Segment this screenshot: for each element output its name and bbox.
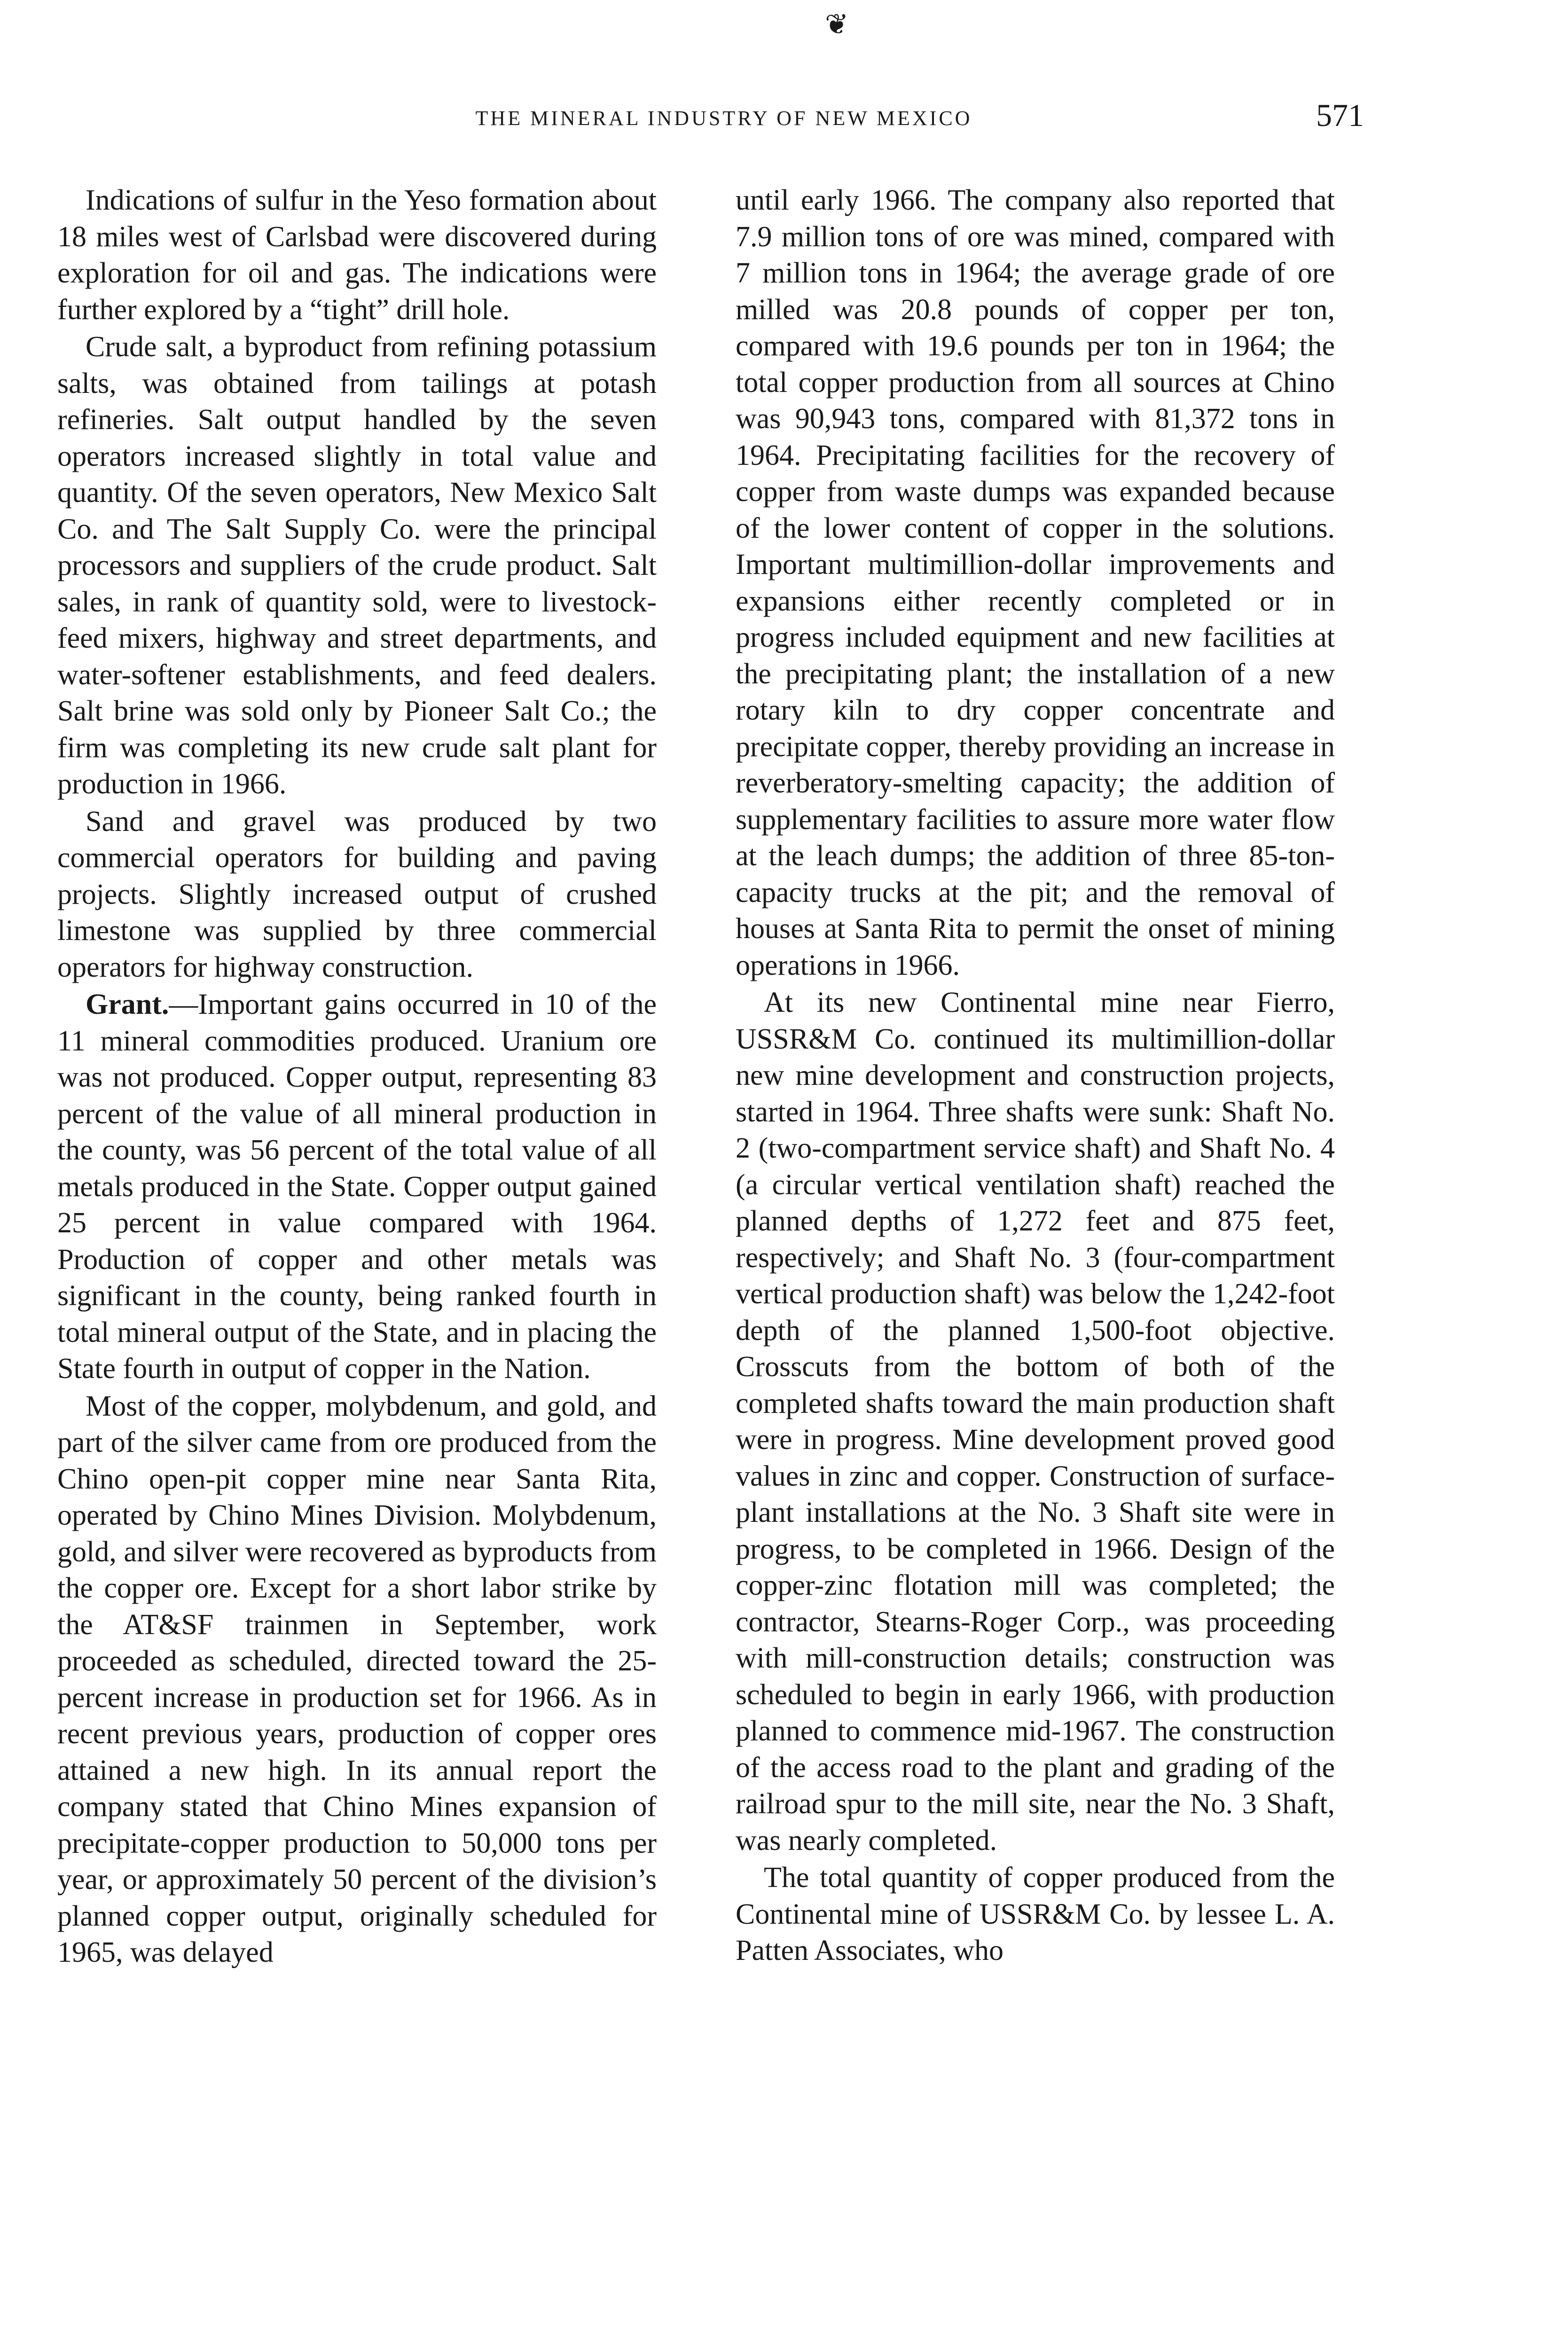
paragraph-chino-mine: Most of the copper, molybdenum, and gold, and part of the silver came from ore produced from the Chino open-pit copper mine near Santa Rita, operated by Chino Mines Division. Molybdenum, gold, and silver were recovered as byproducts from the copper ore. Except for a short labor strike by the AT&SF trainmen in September, work proceeded as scheduled, directed toward the 25-percent increase in production set for 1966. As in recent previous years, production of copper ores attained a new high. In its annual report the company stated that Chino Mines expansion of precipitate-copper production to 50,000 tons per year, or approximately 50 percent of the division’s planned copper output, originally scheduled for 1965, was delayed bbox=[57, 1390, 657, 1968]
paragraph-grant-county bbox=[57, 987, 657, 1387]
running-head: THE MINERAL INDUSTRY OF NEW MEXICO bbox=[475, 107, 972, 130]
left-column bbox=[57, 182, 657, 1972]
county-heading-grant: Grant. bbox=[86, 988, 169, 1020]
paragraph-grant-body: —Important gains occurred in 10 of the 11 mineral commodities produced. Uranium ore was not produced. Copper output, representing 83 percent of the value of all mineral production in the county, was 56 percent of the total value of all metals produced in the State. Copper output gained 25 percent in value compared with 1964. Production of copper and other metals was significant in the county, being ranked fourth in total mineral output of the State, and in placing the State fourth in output of copper in the Nation. bbox=[57, 988, 657, 1385]
printer-mark: ❦ bbox=[825, 9, 849, 40]
right-column bbox=[736, 182, 1335, 1970]
paragraph-chino-continued: until early 1966. The company also reported that 7.9 million tons of ore was mined, compared with 7 million tons in 1964; the average grade of ore milled was 20.8 pounds of copper per ton, compared with 19.6 pounds per ton in 1964; the total copper production from all sources at Chino was 90,943 tons, compared with 81,372 tons in 1964. Precipitating facilities for the recovery of copper from waste dumps was expanded because of the lower content of copper in the solutions. Important multimillion-dollar improvements and expansions either recently completed or in progress included equipment and new facilities at the precipitating plant; the installation of a new rotary kiln to dry copper concentrate and precipitate copper, thereby providing an increase in reverberatory-smelting capacity; the addition of supplementary facilities to assure more water flow at the leach dumps; the addition of three 85-ton-capacity trucks at the pit; and the removal of houses at Santa Rita to permit the onset of mining operations in 1966. bbox=[736, 184, 1335, 981]
page-number: 571 bbox=[1316, 97, 1364, 133]
paragraph-sand-gravel: Sand and gravel was produced by two commercial operators for building and paving projects. Slightly increased output of crushed limestone was supplied by three commercial operators for highway construction. bbox=[57, 805, 657, 983]
paragraph-sulfur: Indications of sulfur in the Yeso formation about 18 miles west of Carlsbad were discovered during exploration for oil and gas. The indications were further explored by a “tight” drill hole. bbox=[57, 184, 657, 326]
paragraph-continental-copper: The total quantity of copper produced from the Continental mine of USSR&M Co. by lessee L. A. Patten Associates, who bbox=[736, 1862, 1335, 1966]
paragraph-crude-salt: Crude salt, a byproduct from refining potassium salts, was obtained from tailings at potash refineries. Salt output handled by the seven operators increased slightly in total value and quantity. Of the seven operators, New Mexico Salt Co. and The Salt Supply Co. were the principal processors and suppliers of the crude product. Salt sales, in rank of quantity sold, were to livestock-feed mixers, highway and street departments, and water-softener establishments, and feed dealers. Salt brine was sold only by Pioneer Salt Co.; the firm was completing its new crude salt plant for production in 1966. bbox=[57, 331, 657, 800]
paragraph-continental-mine: At its new Continental mine near Fierro, USSR&M Co. continued its multimillion-dollar new mine development and construction projects, started in 1964. Three shafts were sunk: Shaft No. 2 (two-compartment service shaft) and Shaft No. 4 (a circular vertical ventilation shaft) reached the planned depths of 1,272 feet and 875 feet, respectively; and Shaft No. 3 (four-compartment vertical production shaft) was below the 1,242-foot depth of the planned 1,500-foot objective. Crosscuts from the bottom of both of the completed shafts toward the main production shaft were in progress. Mine development proved good values in zinc and copper. Construction of surface-plant installations at the No. 3 Shaft site were in progress, to be completed in 1966. Design of the copper-zinc flotation mill was completed; the contractor, Stearns-Roger Corp., was proceeding with mill-construction details; construction was scheduled to begin in early 1966, with production planned to commence mid-1967. The construction of the access road to the plant and grading of the railroad spur to the mill site, near the No. 3 Shaft, was nearly completed. bbox=[736, 987, 1335, 1856]
